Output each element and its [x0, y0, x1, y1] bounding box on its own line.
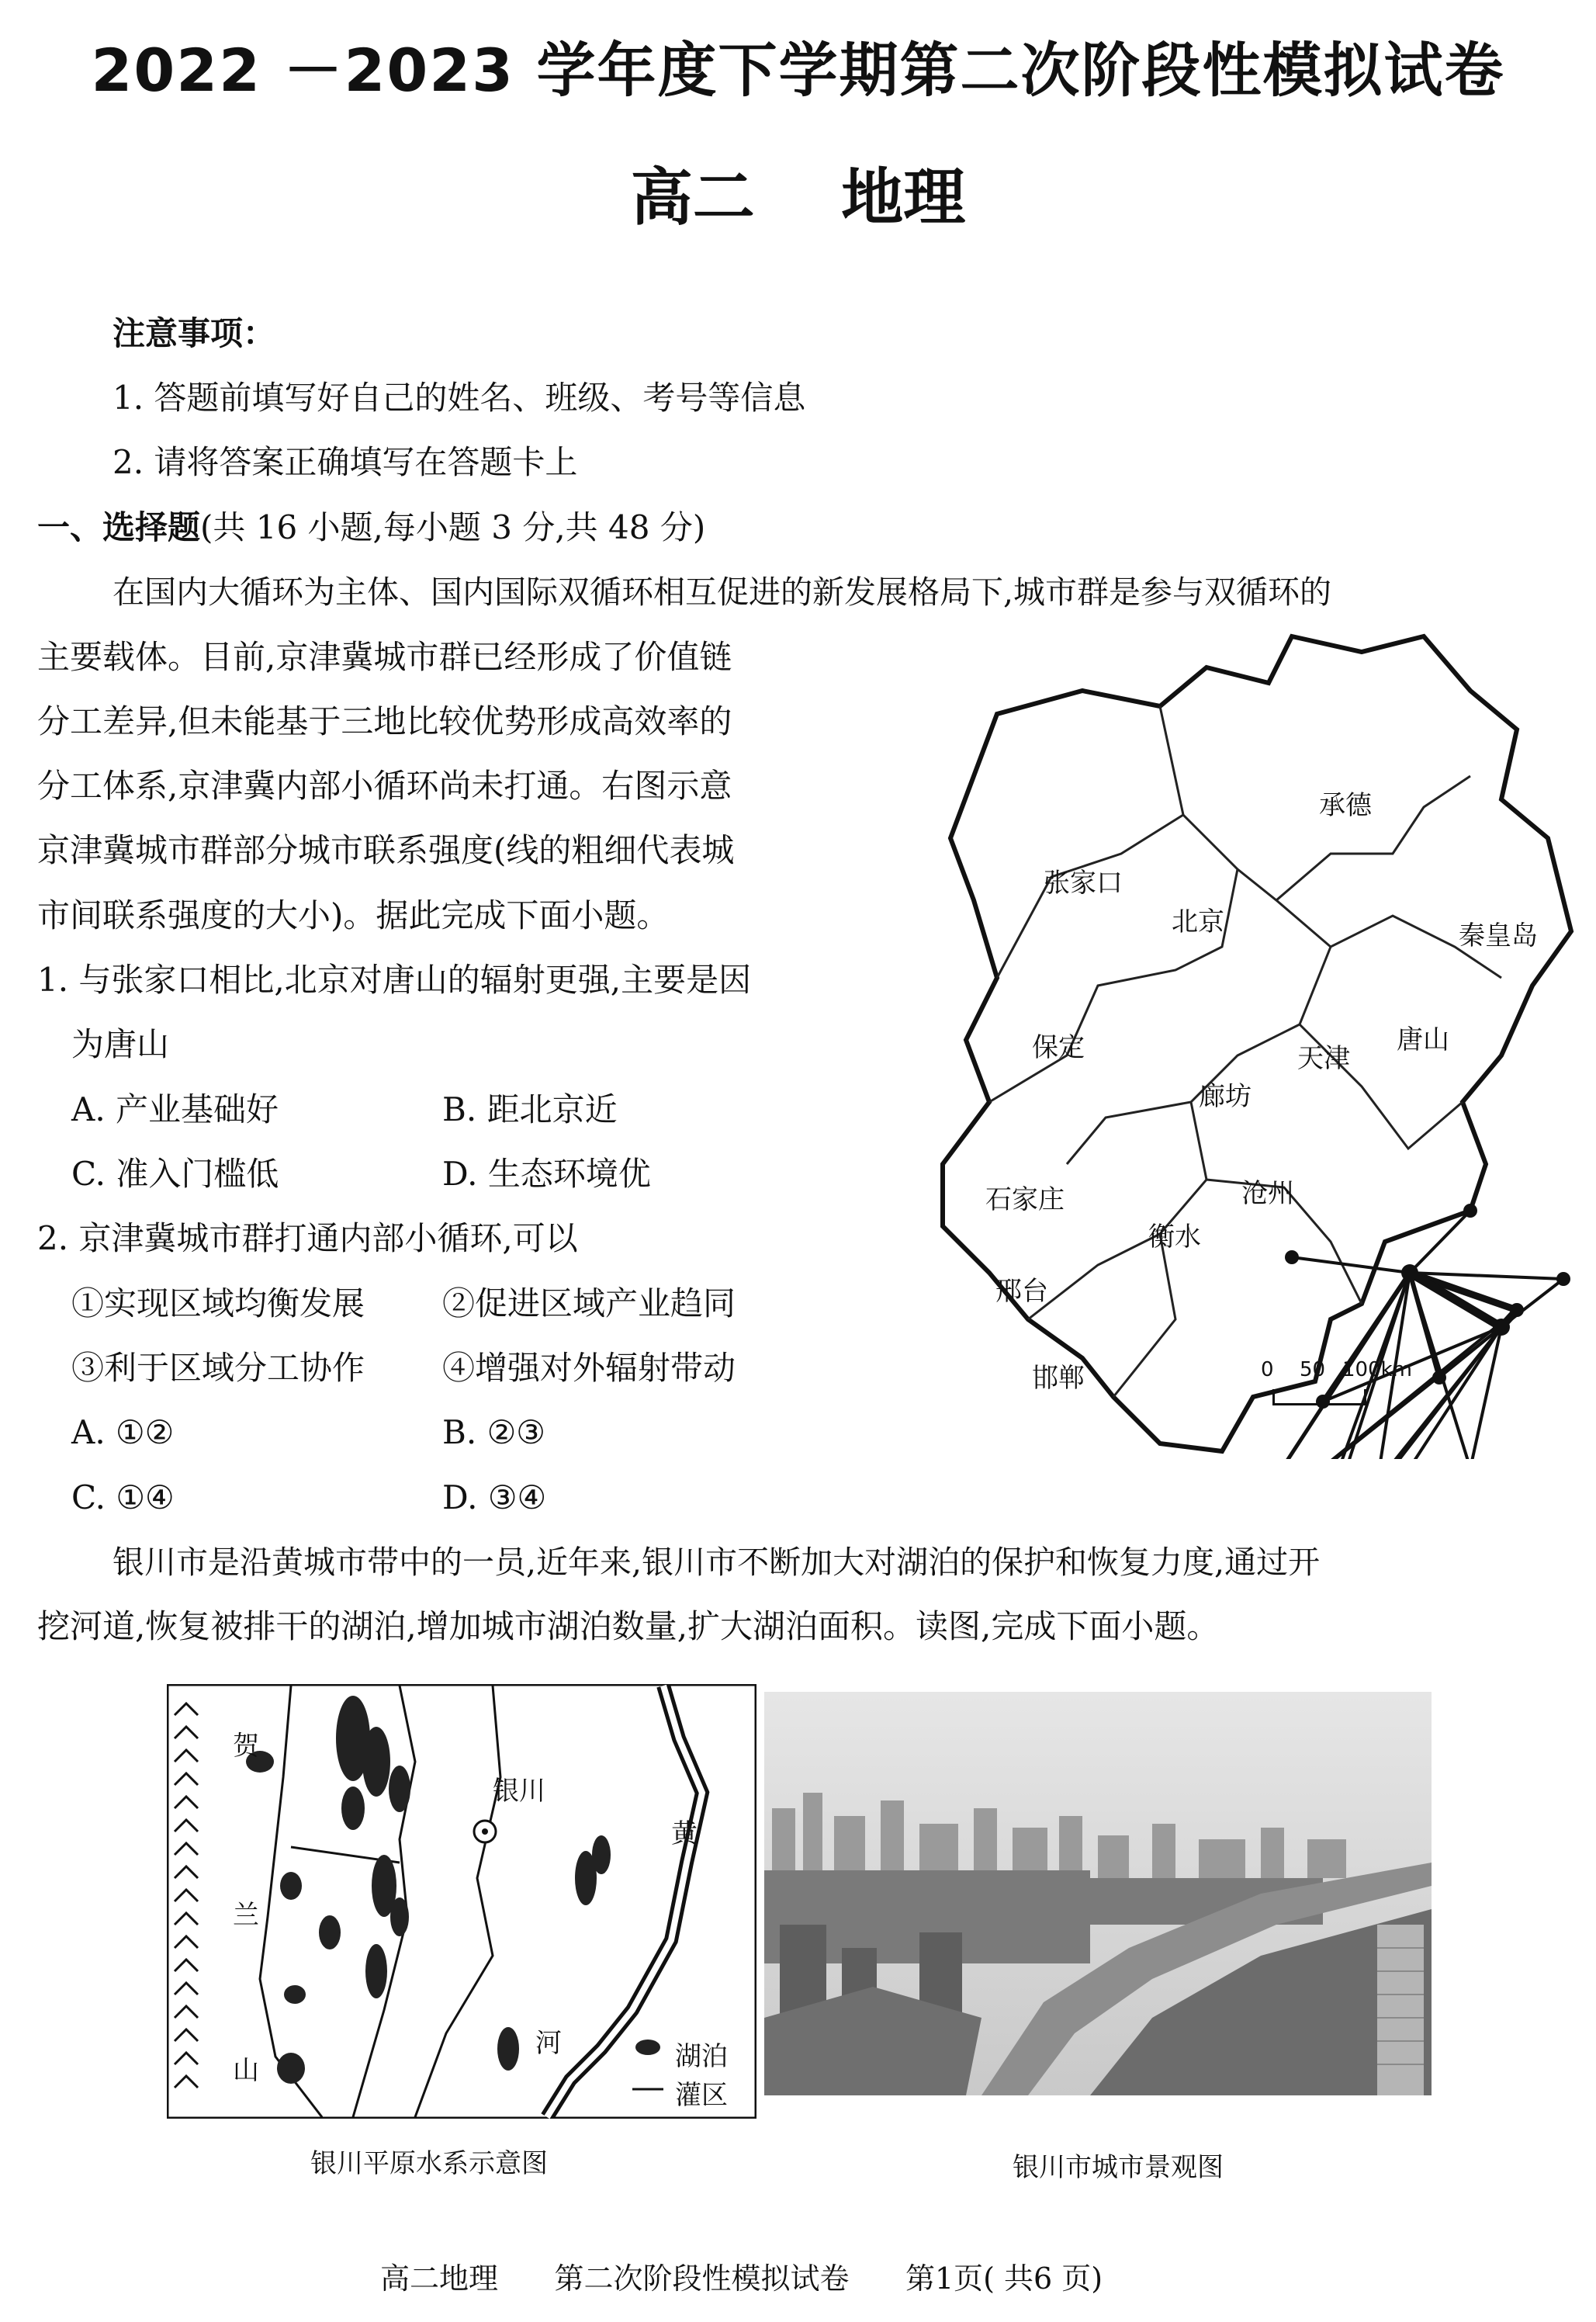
city-label-qinhuangdao: 秦皇岛	[1459, 920, 1538, 951]
passage1-line-4: 分工体系,京津冀内部小循环尚未打通。右图示意	[37, 767, 732, 805]
notice-item-2: 2. 请将答案正确填写在答题卡上	[113, 443, 578, 481]
page-footer: 高二地理 第二次阶段性模拟试卷 第1页( 共6 页)	[380, 2261, 1103, 2296]
yellow-river-label-2: 河	[535, 2028, 562, 2059]
linkage-lines	[1238, 1211, 1563, 1459]
passage2-line-1: 银川市是沿黄城市带中的一员,近年来,银川市不断加大对湖泊的保护和恢复力度,通过开	[113, 1544, 1321, 1581]
q2-option-c: C. ①④	[71, 1478, 175, 1516]
scale-label-100km: 100km	[1342, 1358, 1413, 1381]
city-label-beijing: 北京	[1172, 906, 1224, 937]
q1-option-d: D. 生态环境优	[442, 1155, 651, 1193]
helan-label-1: 贺	[233, 1731, 259, 1762]
city-label-tianjin: 天津	[1297, 1043, 1350, 1074]
legend-lake-label: 湖泊	[675, 2041, 728, 2072]
q1-option-b: B. 距北京近	[442, 1090, 618, 1128]
notice-item-1: 1. 答题前填写好自己的姓名、班级、考号等信息	[113, 379, 806, 417]
city-label-handan: 邯郸	[1032, 1363, 1085, 1394]
q1-option-c: C. 准入门槛低	[71, 1155, 279, 1193]
legend-irrigation-label: 灌区	[675, 2080, 728, 2111]
section-label: 一、选择题	[37, 508, 201, 546]
q1-stem-line1: 1. 与张家口相比,北京对唐山的辐射更强,主要是因	[37, 961, 752, 999]
scale-label-50: 50	[1300, 1358, 1326, 1381]
section-desc: (共 16 小题,每小题 3 分,共 48 分)	[200, 508, 706, 546]
passage1-line-5: 京津冀城市群部分城市联系强度(线的粗细代表城	[37, 831, 735, 869]
q2-statement-3: ③利于区域分工协作	[71, 1349, 365, 1387]
q2-statement-1: ①实现区域均衡发展	[71, 1284, 365, 1322]
section-heading	[37, 504, 705, 551]
exam-title: 2022 －2023 学年度下学期第二次阶段性模拟试卷	[91, 36, 1505, 105]
yellow-river-label-1: 黄	[671, 1818, 698, 1849]
city-label-xingtai: 邢台	[995, 1276, 1048, 1307]
helan-label-3: 山	[233, 2055, 259, 2086]
q2-statement-4: ④增强对外辐射带动	[442, 1349, 736, 1387]
city-label-baoding: 保定	[1032, 1032, 1085, 1063]
q2-option-d: D. ③④	[442, 1478, 547, 1516]
q1-stem-line2: 为唐山	[71, 1025, 170, 1063]
passage1-line-3: 分工差异,但未能基于三地比较优势形成高效率的	[37, 702, 732, 740]
yinchuan-landscape-photo	[764, 1692, 1432, 2095]
city-label-zhangjiakou: 张家口	[1044, 868, 1123, 899]
passage2-line-2: 挖河道,恢复被排干的湖泊,增加城市湖泊数量,扩大湖泊面积。读图,完成下面小题。	[37, 1607, 1220, 1645]
photo-caption: 银川市城市景观图	[1013, 2152, 1224, 2183]
scale-label-0: 0	[1261, 1358, 1274, 1381]
city-label-hengshui: 衡水	[1148, 1222, 1201, 1253]
city-label-shijiazhuang: 石家庄	[985, 1184, 1065, 1215]
q2-option-a: A. ①②	[71, 1413, 175, 1451]
notice-heading: 注意事项：	[113, 314, 276, 352]
helan-label-2: 兰	[233, 1900, 259, 1931]
city-label-cangzhou: 沧州	[1241, 1178, 1294, 1209]
jingjinji-linkage-map	[927, 621, 1579, 1459]
q2-statement-2: ②促进区域产业趋同	[442, 1284, 736, 1322]
q2-stem: 2. 京津冀城市群打通内部小循环,可以	[37, 1219, 578, 1257]
yinchuan-label: 银川	[493, 1776, 545, 1807]
passage1-line-1: 在国内大循环为主体、国内国际双循环相互促进的新发展格局下,城市群是参与双循环的	[113, 574, 1332, 611]
city-label-langfang: 廊坊	[1199, 1081, 1252, 1112]
passage1-line-2: 主要载体。目前,京津冀城市群已经形成了价值链	[37, 638, 732, 676]
city-label-chengde: 承德	[1319, 790, 1372, 821]
passage1-line-6: 市间联系强度的大小)。据此完成下面小题。	[37, 896, 670, 934]
q2-option-b: B. ②③	[442, 1413, 545, 1451]
city-label-tangshan: 唐山	[1397, 1024, 1449, 1055]
map2-caption: 银川平原水系示意图	[310, 2148, 548, 2179]
exam-subtitle: 高二 地理	[630, 161, 966, 234]
scale-bar	[1272, 1389, 1366, 1405]
q1-option-a: A. 产业基础好	[71, 1090, 279, 1128]
